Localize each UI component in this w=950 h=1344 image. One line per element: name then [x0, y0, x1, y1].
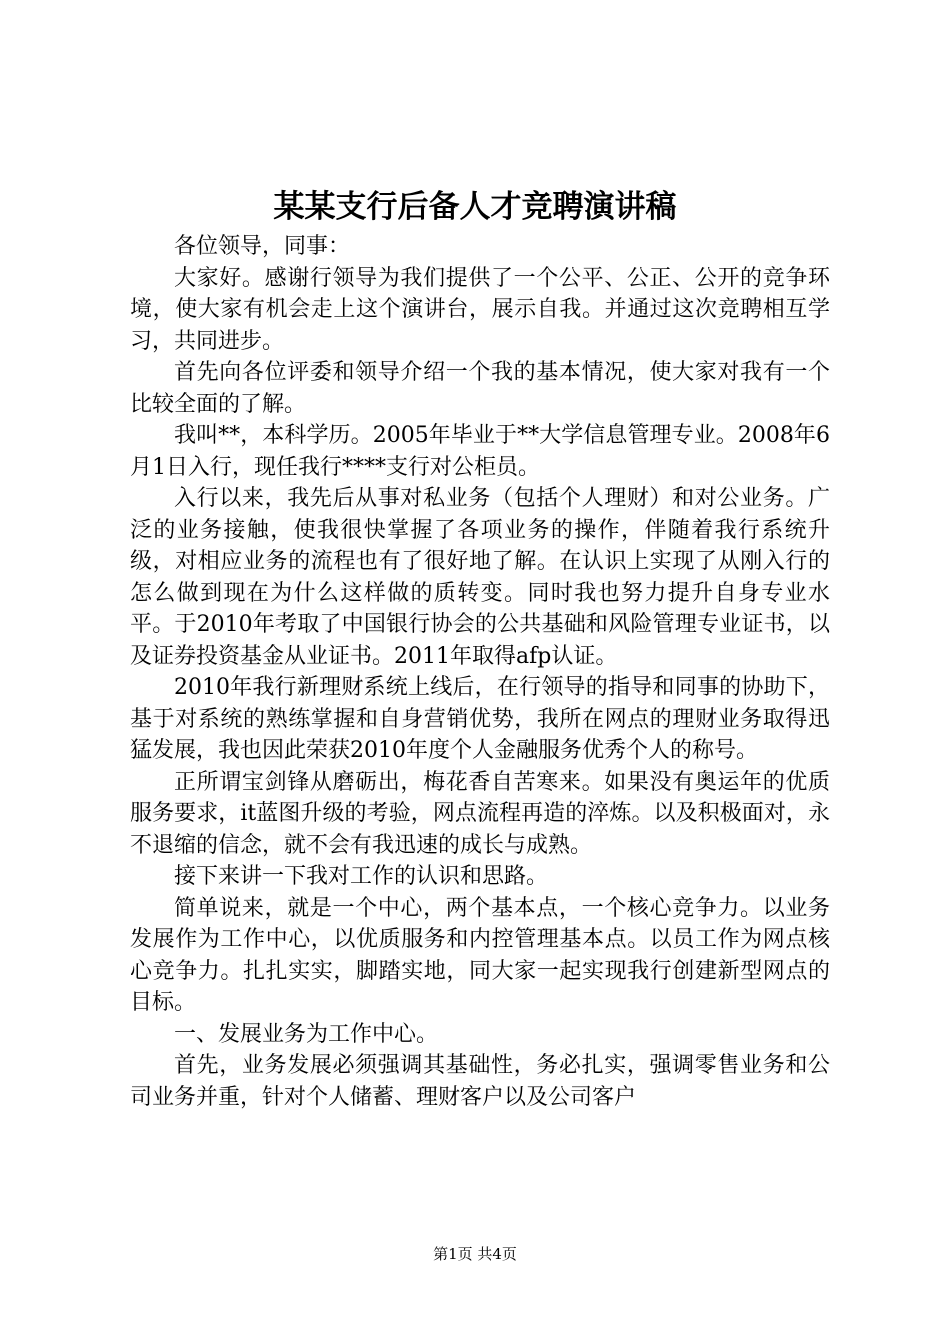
document-title: 某某支行后备人才竞聘演讲稿 — [273, 189, 677, 225]
paragraph: 正所谓宝剑锋从磨砺出，梅花香自苦寒来。如果没有奥运年的优质服务要求，it蓝图升级的考验，网点流程再造的淬炼。以及积极面对，永不退缩的信念，就不会有我迅速的成长与成熟。 — [130, 769, 830, 858]
document-body — [130, 231, 830, 1113]
section-heading: 一、发展业务为工作中心。 — [174, 1021, 439, 1047]
paragraph: 我叫**，本科学历。2005年毕业于**大学信息管理专业。2008年6月1日入行，现任我行****支行对公柜员。 — [130, 423, 830, 480]
paragraph: 首先向各位评委和领导介绍一个我的基本情况，使大家对我有一个比较全面的了解。 — [130, 360, 830, 417]
paragraph-salutation: 各位领导，同事： — [174, 234, 351, 259]
paragraph: 首先，业务发展必须强调其基础性，务必扎实，强调零售业务和公司业务并重，针对个人储蓄、理财客户以及公司客户 — [130, 1053, 830, 1110]
paragraph: 大家好。感谢行领导为我们提供了一个公平、公正、公开的竞争环境，使大家有机会走上这个演讲台，展示自我。并通过这次竞聘相互学习，共同进步。 — [130, 265, 830, 354]
paragraph: 接下来讲一下我对工作的认识和思路。 — [174, 864, 549, 889]
paragraph: 简单说来，就是一个中心，两个基本点，一个核心竞争力。以业务发展作为工作中心，以优质服务和内控管理基本点。以员工作为网点核心竞争力。扎扎实实，脚踏实地，同大家一起实现我行创建新型网点的目标。 — [130, 895, 830, 1015]
paragraph: 入行以来，我先后从事对私业务（包括个人理财）和对公业务。广泛的业务接触，使我很快掌握了各项业务的操作，伴随着我行系统升级，对相应业务的流程也有了很好地了解。在认识上实现了从刚入行的怎么做到现在为什么这样做的质转变。同时我也努力提升自身专业水平。于2010年考取了中国银行协会的公共基础和风险管理专业证书，以及证券投资基金从业证书。2011年取得afp认证。 — [130, 486, 830, 669]
paragraph: 2010年我行新理财系统上线后，在行领导的指导和同事的协助下，基于对系统的熟练掌握和自身营销优势，我所在网点的理财业务取得迅猛发展，我也因此荣获2010年度个人金融服务优秀个人的称号。 — [130, 675, 830, 763]
page-footer: 第1页 共4页 — [433, 1245, 517, 1263]
